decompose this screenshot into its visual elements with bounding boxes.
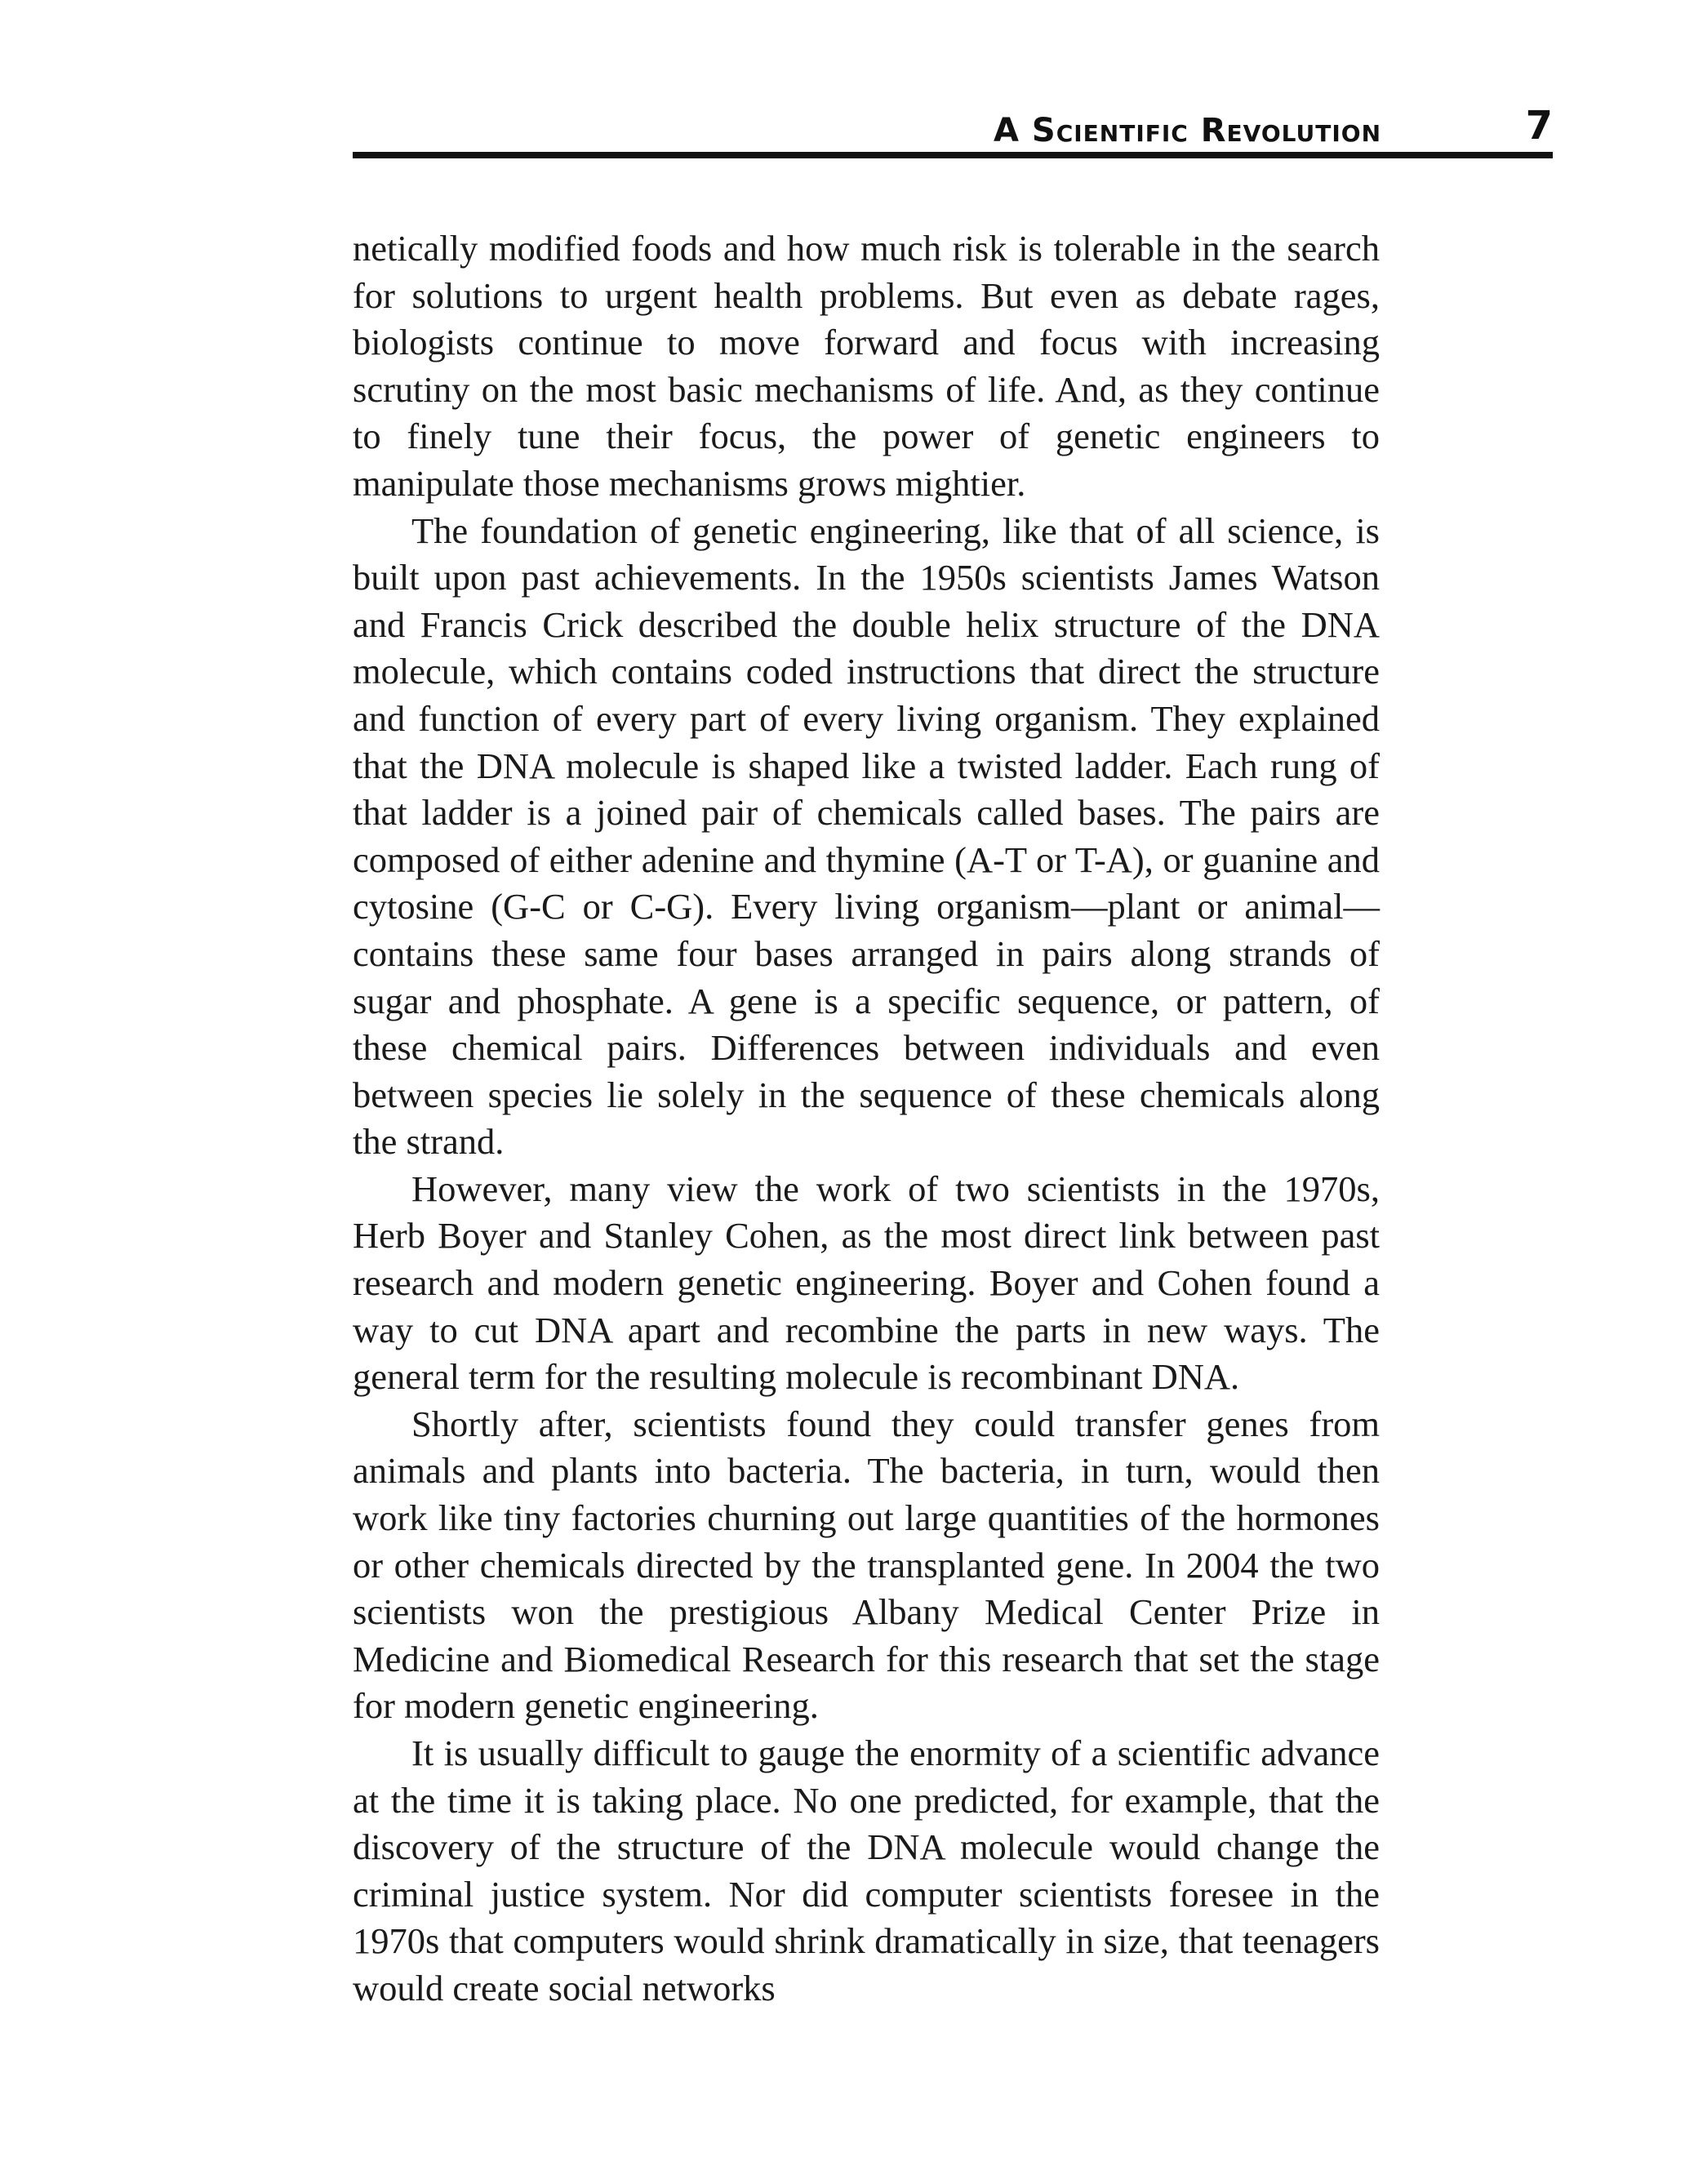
- paragraph-3: However, many view the work of two scientists in the 1970s, Herb Boyer and Stanley Cohen, as the most direct link between past research and modern genetic engineering. Boyer and Cohen found a way to cut DNA apart and recombine the parts in new ways. The general term for the resulting molecule is recombinant DNA.: [353, 1168, 1380, 1398]
- page-number: 7: [1525, 103, 1553, 149]
- paragraph-2: The foundation of genetic engineering, like that of all science, is built upon past achievements. In the 1950s scientists James Watson and Francis Crick described the double helix structure of the DNA molecule, which contains coded instructions that direct the structure and function of every part of every living organism. They explained that the DNA molecule is shaped like a twisted ladder. Each rung of that ladder is a joined pair of chemicals called bases. The pairs are composed of either adenine and thymine (A-T or T-A), or guanine and cytosine (G-C or C-G). Every living organism—plant or animal—contains these same four bases arranged in pairs along strands of sugar and phosphate. A gene is a specific sequence, or pattern, of these chemical pairs. Differences between individuals and even between species lie solely in the sequence of these chemicals along the strand.: [353, 509, 1380, 1163]
- paragraph-5: It is usually difficult to gauge the enormity of a scientific advance at the time it is taking place. No one predicted, for example, that the discovery of the structure of the DNA molecule would change the criminal justice system. Nor did computer scientists foresee in the 1970s that computers would shrink dramatically in size, that teenagers would create social networks: [353, 1733, 1380, 2008]
- paragraph-1: netically modified foods and how much risk is tolerable in the search for solutions to urgent health problems. But even as debate rages, biologists continue to move forward and focus with increasing scrutiny on the most basic mechanisms of life. And, as they continue to finely tune their focus, the power of genetic engineers to manipulate those mechanisms grows mightier.: [353, 228, 1380, 504]
- header-rule: [353, 152, 1553, 158]
- body-text: [353, 225, 1380, 2013]
- running-head: [353, 103, 1553, 155]
- running-title: A Scientific Revolution: [994, 112, 1381, 149]
- paragraph-4: Shortly after, scientists found they could transfer genes from animals and plants into bacteria. The bacteria, in turn, would then work like tiny factories churning out large quantities of the hormones or other chemicals directed by the transplanted gene. In 2004 the two scientists won the prestigious Albany Medical Center Prize in Medicine and Biomedical Research for this research that set the stage for modern genetic engineering.: [353, 1403, 1380, 1727]
